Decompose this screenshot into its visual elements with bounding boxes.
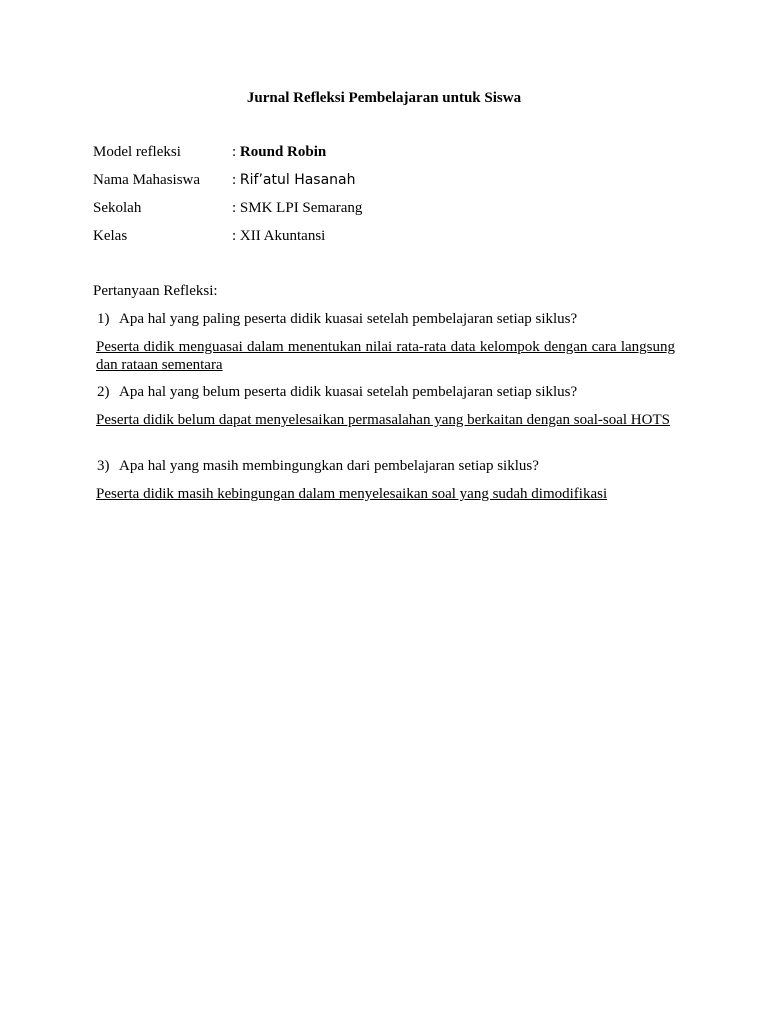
info-value — [232, 170, 356, 190]
info-separator: : — [232, 228, 240, 244]
nama-mahasiswa-value: Rif’atul Hasanah — [239, 172, 356, 188]
info-separator: : — [232, 144, 240, 160]
sekolah-value: SMK LPI Semarang — [239, 200, 363, 216]
model-refleksi-value: Round Robin — [239, 144, 327, 160]
question-text: Apa hal yang belum peserta didik kuasai setelah pembelajaran setiap siklus? — [119, 384, 578, 400]
answer-1: Peserta didik menguasai dalam menentukan nilai rata-rata data kelompok dengan cara langsung dan rataan sementara — [96, 339, 675, 373]
question-number: 3) — [97, 458, 110, 474]
info-label: Sekolah — [93, 200, 142, 216]
kelas-value: XII Akuntansi — [239, 228, 326, 244]
info-row-model-refleksi — [93, 142, 683, 162]
question-number: 2) — [97, 384, 110, 400]
info-row-kelas — [93, 226, 683, 246]
info-separator: : — [232, 200, 240, 216]
question-2 — [97, 382, 677, 402]
info-row-sekolah — [93, 198, 683, 218]
info-label: Model refleksi — [93, 144, 181, 160]
answer-3: Peserta didik masih kebingungan dalam menyelesaikan soal yang sudah dimodifikasi — [96, 486, 608, 502]
question-3 — [97, 456, 677, 476]
question-text: Apa hal yang paling peserta didik kuasai setelah pembelajaran setiap siklus? — [119, 311, 578, 327]
info-value — [232, 142, 326, 162]
reflection-heading: Pertanyaan Refleksi: — [93, 283, 218, 299]
question-text: Apa hal yang masih membingungkan dari pembelajaran setiap siklus? — [119, 458, 539, 474]
info-value — [232, 198, 362, 218]
info-label: Kelas — [93, 228, 128, 244]
question-number: 1) — [97, 311, 110, 327]
info-value — [232, 226, 325, 246]
answer-2: Peserta didik belum dapat menyelesaikan permasalahan yang berkaitan dengan soal-soal HOTS — [96, 412, 670, 428]
info-separator: : — [232, 172, 240, 188]
question-1 — [97, 309, 677, 329]
info-row-nama-mahasiswa — [93, 170, 683, 190]
document-title: Jurnal Refleksi Pembelajaran untuk Siswa — [246, 90, 522, 106]
info-label: Nama Mahasiswa — [93, 172, 201, 188]
